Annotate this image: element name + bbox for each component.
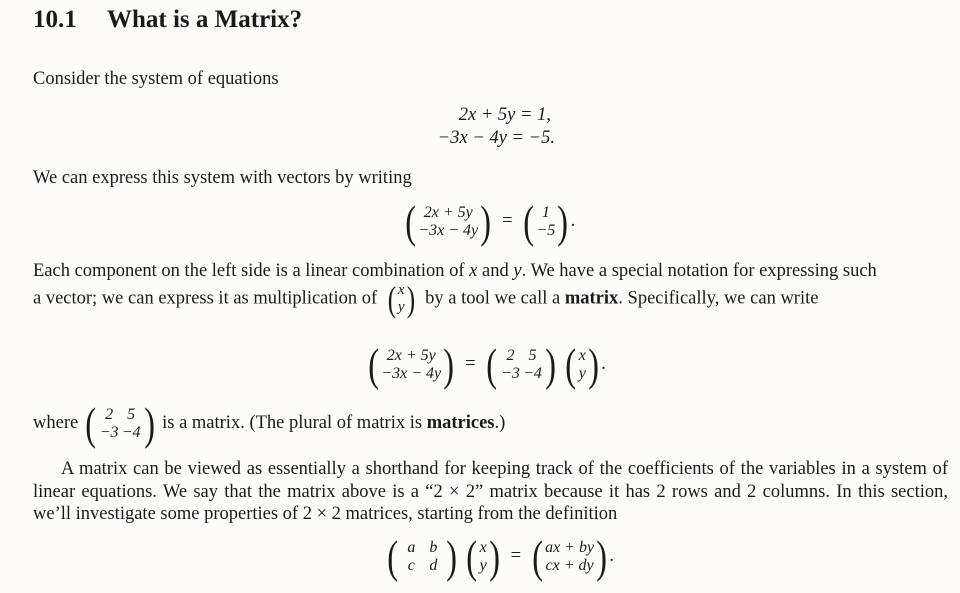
equals-sign: = — [510, 546, 522, 566]
matrix-entry: −3 — [99, 423, 119, 441]
text-fragment: . Specifically, we can write — [618, 288, 819, 309]
variable-y: y — [513, 261, 522, 281]
text-fragment: Each component on the left side is a linear combination of — [33, 261, 470, 281]
text-fragment: a vector; we can express it as multiplication of — [33, 288, 378, 309]
system-of-equations — [415, 104, 555, 150]
section-heading — [33, 6, 302, 34]
text-fragment: by a tool we call a — [425, 288, 565, 309]
vector-equation — [403, 195, 575, 248]
vector-entry: y — [578, 364, 586, 382]
shorthand-paragraph: A matrix can be viewed as essentially a shorthand for keeping track of the coefficients of the variables in a system of linear equations. We say that the matrix above is a “2 × 2” matrix because it has 2 rows and 2 columns. In this section, we’ll investigate some properties of 2 × 2 matrices, starting from the definition — [33, 459, 948, 524]
xy-vector: ( x y ) — [387, 278, 415, 319]
equals-sign: = — [465, 354, 476, 374]
matrix-entry: −3 — [501, 364, 520, 382]
matrix-entry: −4 — [523, 364, 542, 382]
text-fragment: is a matrix. (The plural of matrix is — [162, 413, 427, 433]
matrix-entry: 2 — [506, 346, 515, 364]
vector-entry: 2x + 5y — [423, 203, 473, 221]
vector-entry: 2x + 5y — [386, 346, 436, 364]
result-vector: ( ax + by cx + dy ) — [532, 531, 608, 582]
left-vector: ( 2x + 5y −3x − 4y ) — [368, 339, 455, 390]
intro-paragraph: Consider the system of equations — [33, 69, 279, 89]
vector-intro-paragraph: We can express this system with vectors by writing — [33, 168, 412, 188]
coefficient-matrix: ( 2 5 −3 −4 ) — [486, 339, 557, 390]
xy-vector: ( x y ) — [565, 339, 599, 390]
matrix-entry: 2 — [105, 405, 114, 423]
right-vector: ( 1 −5 ) — [523, 196, 569, 247]
equals-sign: = — [502, 211, 513, 231]
variable-x: x — [469, 261, 478, 281]
matrix-entry: a — [407, 538, 416, 556]
matrix-entry: −4 — [121, 423, 141, 441]
vector-entry: x — [479, 538, 487, 556]
matrix-entry: c — [407, 556, 415, 574]
vector-entry: x — [397, 282, 405, 298]
matrix-entry: 5 — [528, 346, 537, 364]
section-title: What is a Matrix? — [107, 6, 303, 33]
example-matrix: ( 2 5 −3 −4 ) — [85, 398, 156, 449]
vector-entry: y — [479, 556, 487, 574]
vector-entry: −5 — [536, 221, 556, 239]
vector-entry: cx + dy — [545, 556, 594, 574]
vector-entry: ax + by — [545, 538, 595, 556]
equation-line-2: −3x − 4y = −5. — [437, 128, 555, 148]
definition-equation — [385, 530, 614, 583]
linear-combination-line — [33, 260, 877, 283]
period: . — [601, 354, 606, 374]
matrix-equation — [366, 338, 606, 391]
xy-vector: ( x y ) — [466, 531, 500, 582]
text-fragment: and — [477, 261, 514, 281]
section-number: 10.1 — [33, 6, 77, 33]
matrix-definition-line — [33, 278, 819, 319]
text-fragment: . We have a special notation for expressing such — [521, 261, 877, 281]
equation-line-1: 2x + 5y = 1, — [458, 105, 551, 125]
period: . — [570, 211, 576, 231]
text-fragment: .) — [494, 413, 506, 433]
vector-entry: −3x − 4y — [381, 364, 442, 382]
matrix-entry: 5 — [127, 405, 136, 423]
matrix-entry: d — [429, 556, 438, 574]
bold-term-matrices: matrices — [426, 413, 495, 433]
left-vector: ( 2x + 5y −3x − 4y ) — [405, 196, 492, 247]
matrix-example-line — [33, 397, 505, 450]
period: . — [609, 546, 615, 566]
vector-entry: x — [578, 346, 586, 364]
general-matrix: ( a b c d ) — [387, 531, 458, 582]
matrix-entry: b — [429, 538, 438, 556]
bold-term-matrix: matrix — [564, 288, 619, 309]
vector-entry: 1 — [541, 203, 550, 221]
vector-entry: −3x − 4y — [418, 221, 479, 239]
vector-entry: y — [397, 299, 405, 315]
text-fragment: where — [33, 413, 79, 433]
